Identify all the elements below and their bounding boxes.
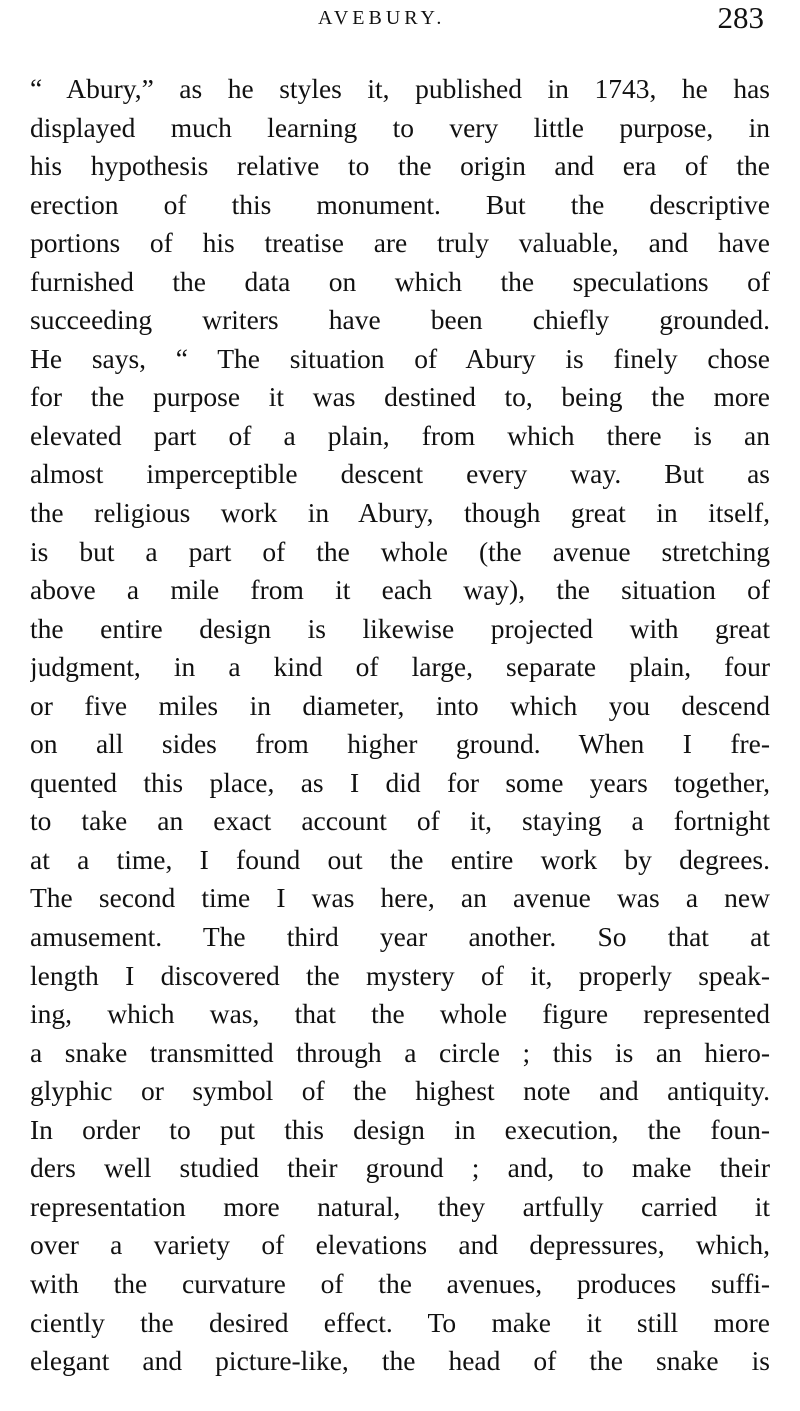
text-line: ciently the desired effect. To make it still more bbox=[30, 1306, 770, 1338]
text-line: is but a part of the whole (the avenue stretching bbox=[30, 535, 770, 567]
text-line: amusement. The third year another. So that at bbox=[30, 921, 770, 953]
running-title: AVEBURY. bbox=[318, 7, 446, 29]
text-line: succeeding writers have been chiefly grounded. bbox=[30, 304, 770, 336]
text-line: ders well studied their ground ; and, to make their bbox=[30, 1152, 770, 1184]
text-line: above a mile from it each way), the situation of bbox=[30, 574, 770, 606]
text-line: displayed much learning to very little purpose, in bbox=[30, 111, 770, 143]
text-line: “ Abury,” as he styles it, published in 1743, he has bbox=[30, 73, 770, 104]
text-line: elevated part of a plain, from which there is an bbox=[30, 419, 770, 451]
text-line: portions of his treatise are truly valuable, and have bbox=[30, 227, 770, 259]
text-line: representation more natural, they artfully carried it bbox=[30, 1190, 770, 1222]
text-line: at a time, I found out the entire work by degrees. bbox=[30, 843, 770, 875]
text-line: almost imperceptible descent every way. But as bbox=[30, 458, 770, 490]
text-line: for the purpose it was destined to, being the more bbox=[30, 381, 770, 413]
text-line: glyphic or symbol of the highest note and antiquity. bbox=[30, 1075, 770, 1107]
text-line: judgment, in a kind of large, separate plain, four bbox=[30, 651, 770, 683]
text-line: In order to put this design in execution, the foun- bbox=[30, 1113, 770, 1145]
text-line: elegant and picture-like, the head of the snake is bbox=[30, 1345, 770, 1377]
text-line: or five miles in diameter, into which you descend bbox=[30, 689, 770, 721]
text-line: his hypothesis relative to the origin and era of the bbox=[30, 150, 770, 182]
text-line: erection of this monument. But the descriptive bbox=[30, 188, 770, 220]
text-line: He says, “ The situation of Abury is finely chose bbox=[30, 342, 770, 374]
text-line: furnished the data on which the speculations of bbox=[30, 265, 770, 297]
text-line: to take an exact account of it, staying a fortnight bbox=[30, 805, 770, 837]
page-number: 283 bbox=[717, 0, 764, 35]
running-header bbox=[0, 0, 800, 50]
body-text bbox=[30, 70, 770, 1381]
text-line: with the curvature of the avenues, produces suffi- bbox=[30, 1267, 770, 1299]
text-line: quented this place, as I did for some years together, bbox=[30, 766, 770, 798]
text-line: over a variety of elevations and depressures, which, bbox=[30, 1229, 770, 1261]
text-line: length I discovered the mystery of it, properly speak- bbox=[30, 959, 770, 991]
text-line: ing, which was, that the whole figure represented bbox=[30, 998, 770, 1030]
text-line: The second time I was here, an avenue was a new bbox=[30, 882, 770, 914]
text-line: on all sides from higher ground. When I fre- bbox=[30, 728, 770, 760]
text-line: the religious work in Abury, though great in itself, bbox=[30, 497, 770, 529]
text-line: a snake transmitted through a circle ; this is an hiero- bbox=[30, 1036, 770, 1068]
text-line: the entire design is likewise projected with great bbox=[30, 612, 770, 644]
